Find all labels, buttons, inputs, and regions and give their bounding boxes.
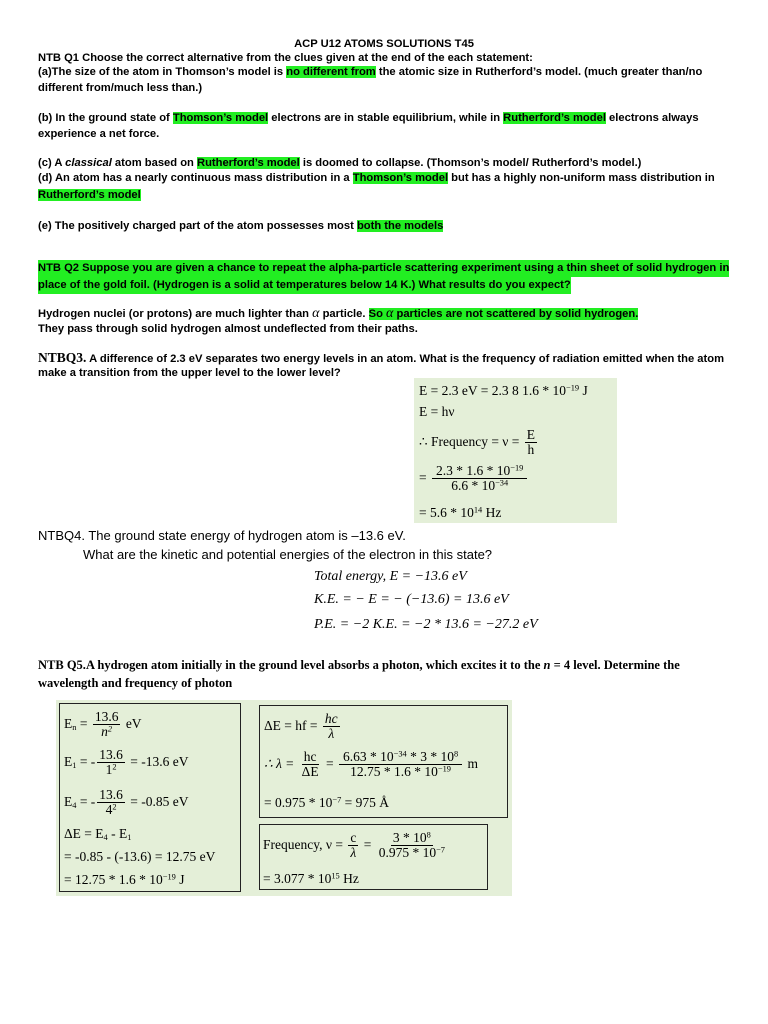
- q1b-line1: [38, 110, 699, 127]
- angstrom-symbol: Å: [379, 795, 390, 810]
- q2-line1: NTB Q2 Suppose you are given a chance to repeat the alpha-particle scattering experiment using a thin sheet of solid hydrogen in: [38, 260, 729, 277]
- q1b-mid: electrons are in stable equilibrium, while in: [268, 112, 504, 124]
- q3-text: A difference of 2.3 eV separates two energy levels in an atom. What is the frequency of radiation emitted when the atom: [86, 353, 725, 365]
- q1a-pre: (a)The size of the atom in Thomson’s model is: [38, 66, 287, 78]
- q2-question: [38, 260, 733, 294]
- q1a-post: the atomic size in Rutherford’s model. (much greater than/no: [375, 66, 703, 78]
- q5-line2: wavelength and frequency of photon: [38, 676, 233, 690]
- q1c-italic: classical: [65, 157, 112, 169]
- q3-eq2: E = hν: [419, 404, 455, 419]
- q4-eq3: P.E. = −2 K.E. = −2 * 13.6 = −27.2 eV: [314, 617, 538, 632]
- q1d-pre: (d) An atom has a nearly continuous mass distribution in a: [38, 172, 353, 184]
- q4-eq1: Total energy, E = −13.6 eV: [314, 569, 467, 584]
- q2-line2: place of the gold foil. (Hydrogen is a solid at temperatures below 14 K.) What results do you expect?: [38, 277, 571, 294]
- q2-answer-highlight: [369, 308, 639, 320]
- q1c-pre2: atom based on: [111, 157, 197, 169]
- q1b-line2: experience a net force.: [38, 128, 160, 140]
- q2-answer-hl1: So: [368, 308, 387, 320]
- page-title: ACP U12 ATOMS SOLUTIONS T45: [294, 38, 474, 50]
- q3-solution-box: [414, 378, 617, 523]
- q5-line1: NTB Q5.A hydrogen atom initially in the ground level absorbs a photon, which excites it to the n = 4 level. Determine the: [38, 658, 680, 672]
- q5-right-bottom-box: [259, 824, 488, 890]
- q5-frequency-formula: Frequency, ν = $\frac{c}{\lambda}$ = $\frac{3 * 10^8}{0.975 * 10^{-7}}$: [263, 830, 445, 861]
- q5-left-box: [59, 703, 241, 892]
- q4-line1: NTBQ4. The ground state energy of hydrogen atom is –13.6 eV.: [38, 528, 406, 543]
- q1d-line2: [38, 187, 141, 204]
- alpha-symbol-2: α: [386, 306, 394, 321]
- q5-lambda-result: = $0.975 * 10^{-7} = 975$ Å: [264, 795, 390, 810]
- q1c-post: is doomed to collapse. (Thomson’s model/ Rutherford’s model.): [299, 157, 642, 169]
- q5-de-hf: ΔE = hf = $\frac{hc}{\lambda}$: [264, 711, 338, 742]
- q5-left-l7: = $12.75 * 1.6 * 10^{-19}$ J: [64, 872, 185, 887]
- q1a-line2: different from/much less than.): [38, 82, 203, 94]
- q5-left-l6: = -0.85 - (-13.6) = 12.75 eV: [64, 849, 216, 864]
- q1d-answer-1: Thomson’s model: [352, 172, 449, 184]
- q3-eq1: E = 2.3 eV = 2.3 8 $1.6 * 10^{-19}$ J: [419, 383, 588, 398]
- q1-intro: NTB Q1 Choose the correct alternative from the clues given at the end of the each statement:: [38, 52, 533, 64]
- q3-eq4: = $\frac{2.3 * 1.6 * 10^{-19}}{6.6 * 10^{-34}}$: [419, 464, 529, 493]
- q2-answer-mid: particle.: [319, 308, 369, 320]
- q4-line2: What are the kinetic and potential energies of the electron in this state?: [83, 547, 493, 562]
- q2-answer-pre: Hydrogen nuclei (or protons) are much lighter than: [38, 308, 313, 320]
- q3-label: NTBQ3.: [38, 350, 87, 365]
- q5-right-top-box: [259, 705, 508, 818]
- q5-en-formula: $E_n$ = $\frac{13.6}{n^2}$ eV: [64, 709, 142, 740]
- q2-answer-line2: They pass through solid hydrogen almost undeflected from their paths.: [38, 323, 418, 335]
- q3-eq5: = $5.6 * 10^{14}$ Hz: [419, 505, 502, 520]
- q3-line2: make a transition from the upper level to the lower level?: [38, 367, 341, 379]
- q1e-answer: both the models: [356, 220, 444, 232]
- q5-e1-formula: $E_1$ = - $\frac{13.6}{1^2}$ = -13.6 eV: [64, 747, 189, 778]
- q1e-pre: (e) The positively charged part of the atom possesses most: [38, 220, 357, 232]
- q5-delta-e: $\Delta E = E_4 - E_1$: [64, 826, 132, 843]
- q2-answer-hl2: particles are not scattered by solid hydrogen.: [393, 308, 639, 320]
- q1d-post: but has a highly non-uniform mass distribution in: [448, 172, 715, 184]
- q1e-line: [38, 218, 443, 235]
- q5-frequency-result: = $3.077 * 10^{15}$ Hz: [263, 871, 359, 886]
- q5-e4-formula: $E_4$ = - $\frac{13.6}{4^2}$ = -0.85 eV: [64, 787, 189, 818]
- q3-eq3: ∴ Frequency = ν = $\frac{E}{h}$: [419, 427, 536, 458]
- q1a-answer: no different from: [286, 66, 376, 78]
- alpha-symbol: α: [312, 306, 320, 321]
- q1d-line1: [38, 170, 715, 187]
- q5-label: NTB Q5.: [38, 658, 86, 672]
- q1d-answer-2: Rutherford’s model: [38, 189, 141, 201]
- q1b-post: electrons always: [605, 112, 699, 124]
- q1b-answer-2: Rutherford’s model: [503, 112, 606, 124]
- q1b-pre: (b) In the ground state of: [38, 112, 173, 124]
- q1a-line1: [38, 64, 702, 81]
- q1c-answer: Rutherford’s model: [196, 157, 300, 169]
- q1c-pre1: (c) A: [38, 157, 66, 169]
- q1b-answer-1: Thomson’s model: [172, 112, 269, 124]
- q4-eq2: K.E. = − E = − (−13.6) = 13.6 eV: [314, 592, 509, 607]
- q5-lambda-formula: ∴ λ = $\frac{hc}{\Delta E}$ = $\frac{6.63 * 10^{-34} * 3 * 10^8}{12.75 * 1.6 * 10^{-19}}$ m: [264, 749, 479, 780]
